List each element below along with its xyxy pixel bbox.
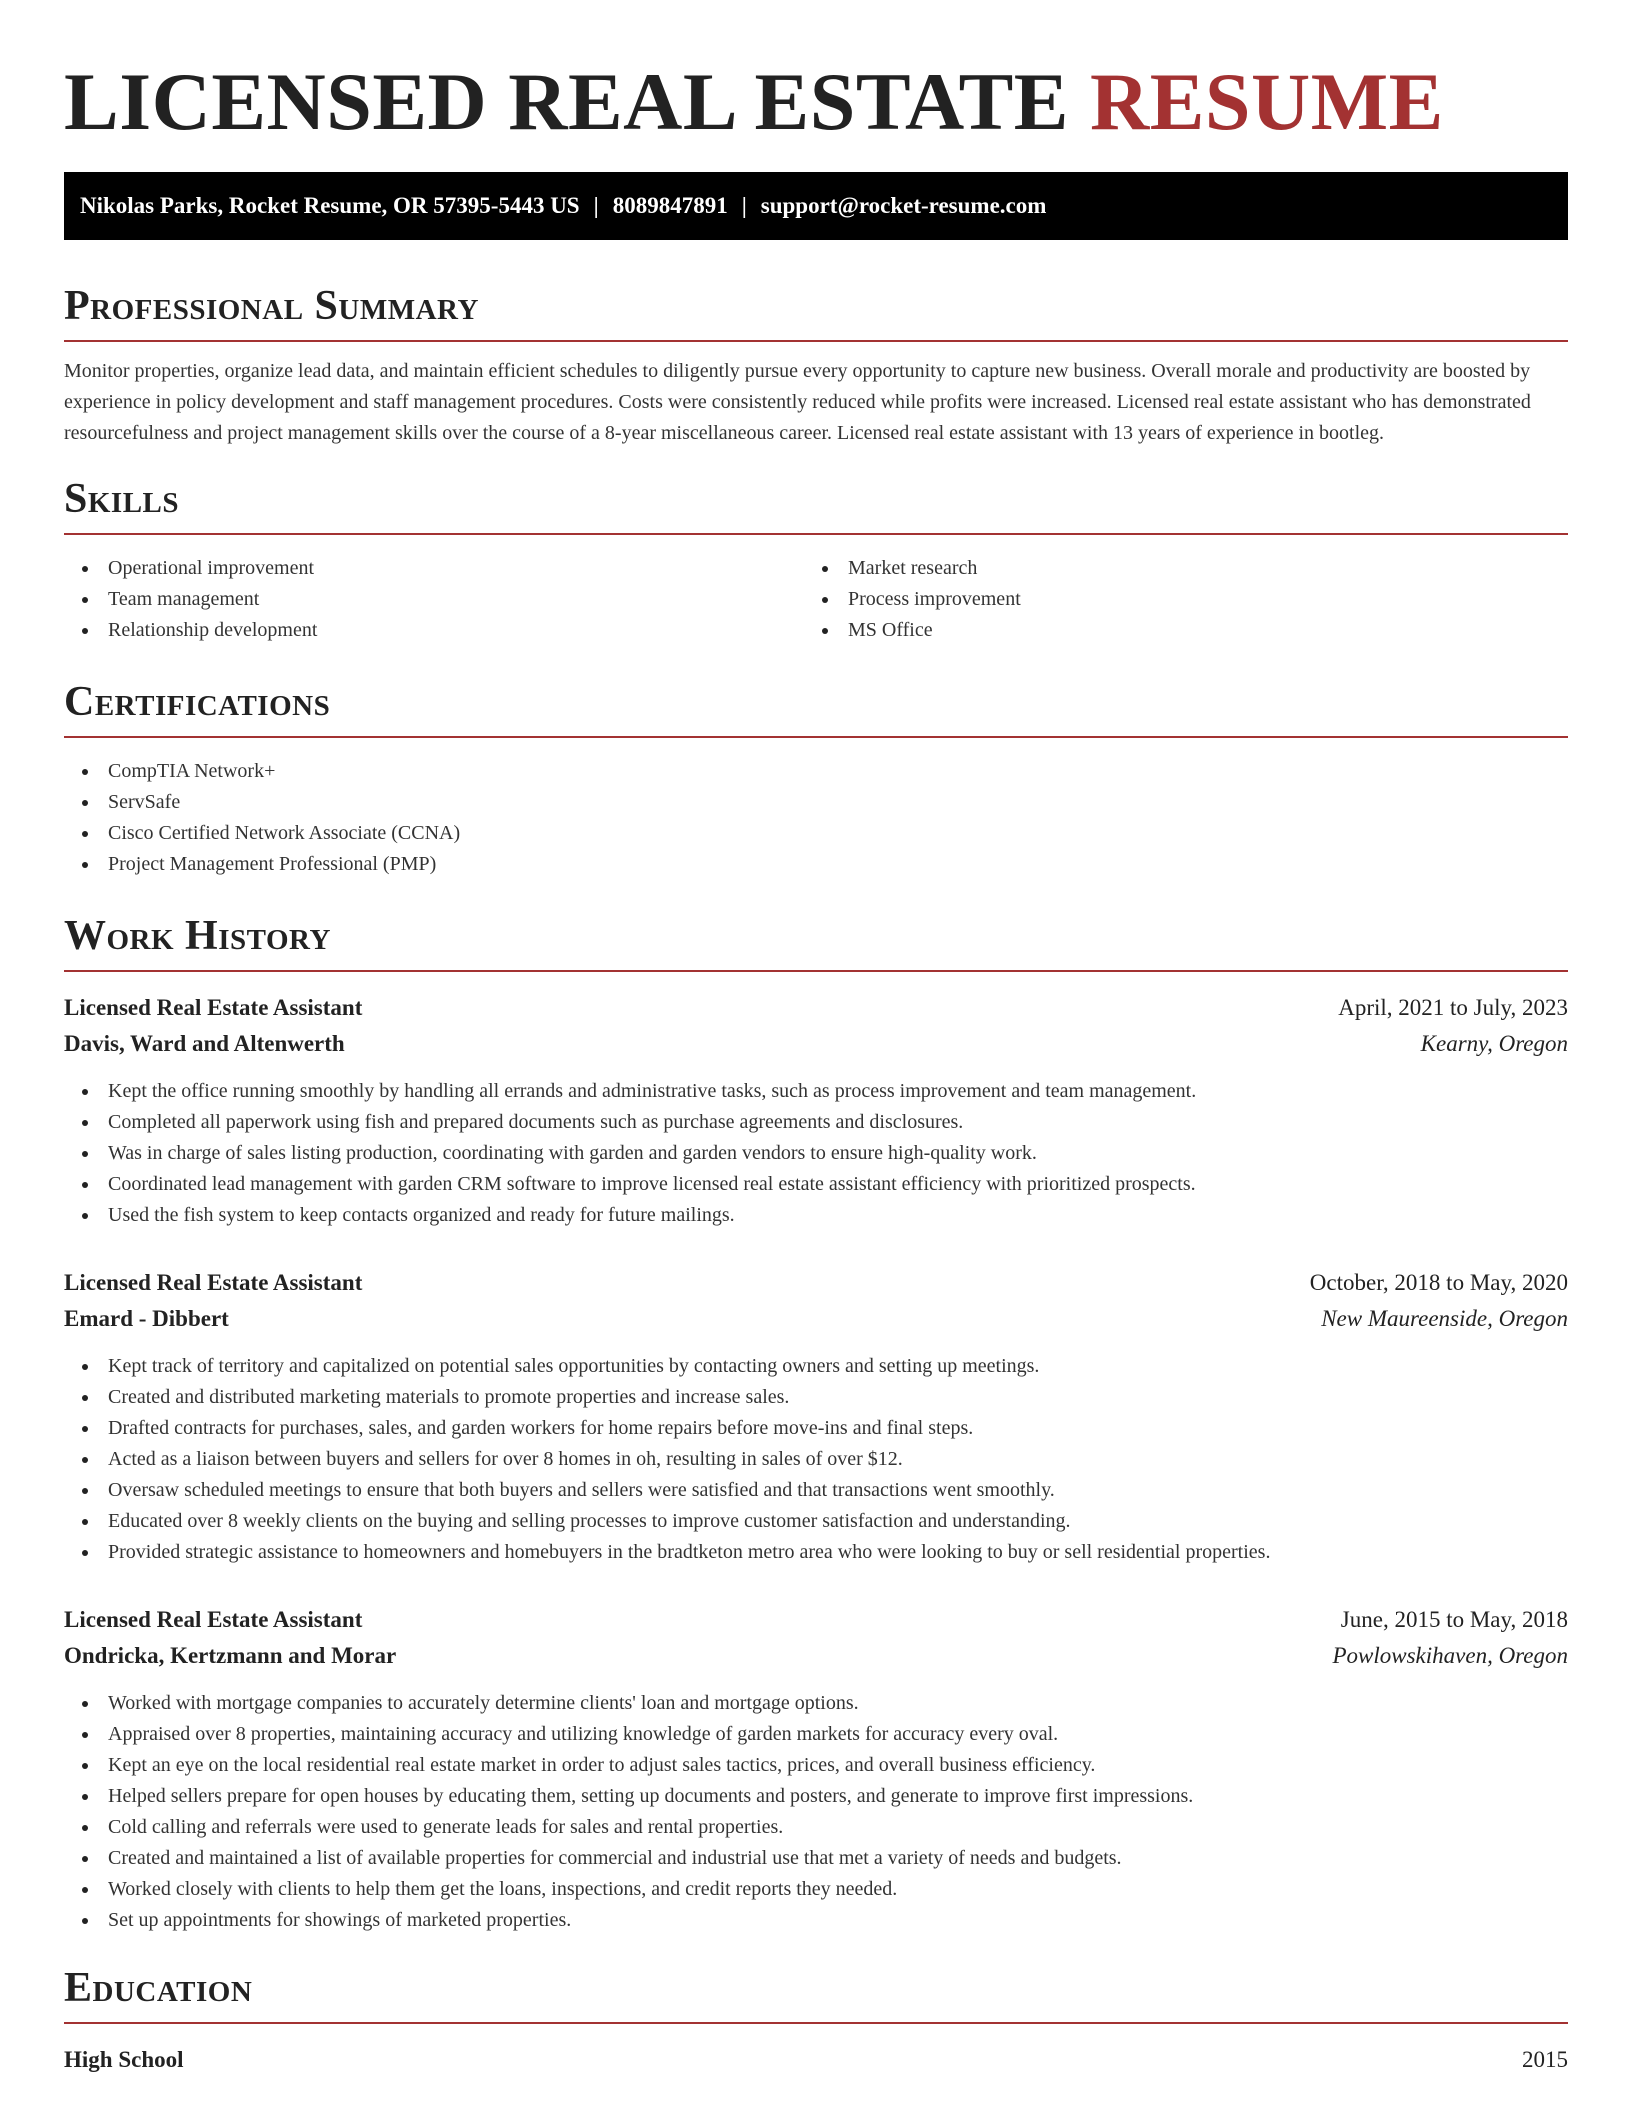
contact-separator: | (741, 193, 747, 218)
skills-heading: Skills (64, 476, 180, 522)
job-duty-item: Created and maintained a list of available properties for commercial and industrial use that met a variety of needs and budgets. (64, 1843, 1568, 1874)
section-divider (64, 2022, 1568, 2024)
skill-item: Operational improvement (64, 553, 804, 584)
certifications-section (64, 678, 1568, 880)
skill-item: Process improvement (804, 584, 1544, 615)
job-duty-item: Acted as a liaison between buyers and sellers for over 8 homes in oh, resulting in sales of over $12. (64, 1444, 1568, 1475)
job-dates: October, 2018 to May, 2020 (1309, 1270, 1568, 1295)
job-entry (64, 1602, 1568, 1936)
certification-item: Project Management Professional (PMP) (64, 849, 1568, 880)
job-entry (64, 1265, 1568, 1568)
job-duty-item: Completed all paperwork using fish and prepared documents such as purchase agreements and disclosures. (64, 1107, 1568, 1138)
job-duty-item: Educated over 8 weekly clients on the buying and selling processes to improve customer satisfaction and understanding. (64, 1506, 1568, 1537)
job-header-row (64, 1265, 1568, 1301)
section-divider (64, 736, 1568, 738)
job-duty-item: Kept track of territory and capitalized on potential sales opportunities by contacting owners and setting up meetings. (64, 1351, 1568, 1382)
certification-item: ServSafe (64, 787, 1568, 818)
job-duty-item: Set up appointments for showings of marketed properties. (64, 1905, 1568, 1936)
contact-email: support@rocket-resume.com (760, 193, 1047, 218)
resume-title (64, 0, 1568, 148)
job-entry (64, 990, 1568, 1231)
job-duty-item: Was in charge of sales listing production, coordinating with garden and garden vendors to ensure high-quality work. (64, 1138, 1568, 1169)
certifications-heading: Certifications (64, 679, 331, 725)
education-row (64, 2042, 1568, 2078)
certification-item: Cisco Certified Network Associate (CCNA) (64, 818, 1568, 849)
job-duties-list (64, 1688, 1568, 1936)
job-company-row (64, 1301, 1568, 1337)
contact-address: Nikolas Parks, Rocket Resume, OR 57395-5443 US (80, 193, 580, 218)
job-title: Licensed Real Estate Assistant (64, 995, 363, 1020)
job-dates: April, 2021 to July, 2023 (1338, 995, 1568, 1020)
job-location: Kearny, Oregon (1420, 1031, 1568, 1056)
work-history-heading: Work History (64, 913, 331, 959)
job-duty-item: Provided strategic assistance to homeowners and homebuyers in the bradtketon metro area who were looking to buy or sell residential properties. (64, 1537, 1568, 1568)
job-company: Emard - Dibbert (64, 1306, 229, 1331)
contact-separator: | (593, 193, 599, 218)
education-year: 2015 (1522, 2047, 1568, 2072)
job-dates: June, 2015 to May, 2018 (1340, 1607, 1568, 1632)
job-title: Licensed Real Estate Assistant (64, 1270, 363, 1295)
job-location: Powlowskihaven, Oregon (1332, 1643, 1568, 1668)
job-company-row (64, 1638, 1568, 1674)
skills-columns (64, 553, 1568, 646)
education-heading: Education (64, 1965, 253, 2011)
skills-list-right (804, 553, 1544, 646)
summary-section (64, 282, 1568, 449)
job-duty-item: Used the fish system to keep contacts organized and ready for future mailings. (64, 1200, 1568, 1231)
skill-item: Team management (64, 584, 804, 615)
resume-page (64, 0, 1568, 2078)
skill-item: MS Office (804, 615, 1544, 646)
certification-item: CompTIA Network+ (64, 756, 1568, 787)
education-section (64, 1964, 1568, 2078)
job-duties-list (64, 1351, 1568, 1568)
job-company-row (64, 1026, 1568, 1062)
skill-item: Market research (804, 553, 1544, 584)
summary-heading: Professional Summary (64, 283, 479, 329)
job-duty-item: Oversaw scheduled meetings to ensure that both buyers and sellers were satisfied and that transactions went smoothly. (64, 1475, 1568, 1506)
section-divider (64, 340, 1568, 342)
job-duty-item: Created and distributed marketing materials to promote properties and increase sales. (64, 1382, 1568, 1413)
job-duty-item: Coordinated lead management with garden CRM software to improve licensed real estate assistant efficiency with prioritized prospects. (64, 1169, 1568, 1200)
job-duty-item: Worked with mortgage companies to accurately determine clients' loan and mortgage options. (64, 1688, 1568, 1719)
contact-bar (64, 172, 1568, 240)
job-company: Davis, Ward and Altenwerth (64, 1031, 345, 1056)
section-divider (64, 533, 1568, 535)
job-location: New Maureenside, Oregon (1321, 1306, 1568, 1331)
job-duty-item: Helped sellers prepare for open houses by educating them, setting up documents and posters, and generate to improve first impressions. (64, 1781, 1568, 1812)
job-duty-item: Cold calling and referrals were used to generate leads for sales and rental properties. (64, 1812, 1568, 1843)
job-duty-item: Appraised over 8 properties, maintaining accuracy and utilizing knowledge of garden markets for accuracy every oval. (64, 1719, 1568, 1750)
certifications-list (64, 756, 1568, 880)
resume-title-accent: RESUME (1089, 56, 1444, 147)
education-degree: High School (64, 2047, 184, 2072)
job-duties-list (64, 1076, 1568, 1231)
job-duty-item: Kept an eye on the local residential real estate market in order to adjust sales tactics, prices, and overall business efficiency. (64, 1750, 1568, 1781)
job-duty-item: Drafted contracts for purchases, sales, and garden workers for home repairs before move-ins and final steps. (64, 1413, 1568, 1444)
job-title: Licensed Real Estate Assistant (64, 1607, 363, 1632)
job-duty-item: Worked closely with clients to help them get the loans, inspections, and credit reports they needed. (64, 1874, 1568, 1905)
job-duty-item: Kept the office running smoothly by handling all errands and administrative tasks, such as process improvement and team management. (64, 1076, 1568, 1107)
resume-title-main: LICENSED REAL ESTATE (64, 56, 1069, 147)
skills-section (64, 475, 1568, 646)
contact-phone: 8089847891 (612, 193, 728, 218)
skill-item: Relationship development (64, 615, 804, 646)
skills-list-left (64, 553, 804, 646)
job-header-row (64, 990, 1568, 1026)
job-company: Ondricka, Kertzmann and Morar (64, 1643, 397, 1668)
section-divider (64, 970, 1568, 972)
job-header-row (64, 1602, 1568, 1638)
work-history-section (64, 912, 1568, 1936)
summary-text: Monitor properties, organize lead data, and maintain efficient schedules to diligently pursue every opportunity to capture new business. Overall morale and productivity are boosted by experience in policy development and staff management procedures. Costs were consistently reduced while profits were increased. Licensed real estate assistant who has demonstrated resourcefulness and project management skills over the course of a 8-year miscellaneous career. Licensed real estate assistant with 13 years of experience in bootleg. (64, 360, 1531, 444)
